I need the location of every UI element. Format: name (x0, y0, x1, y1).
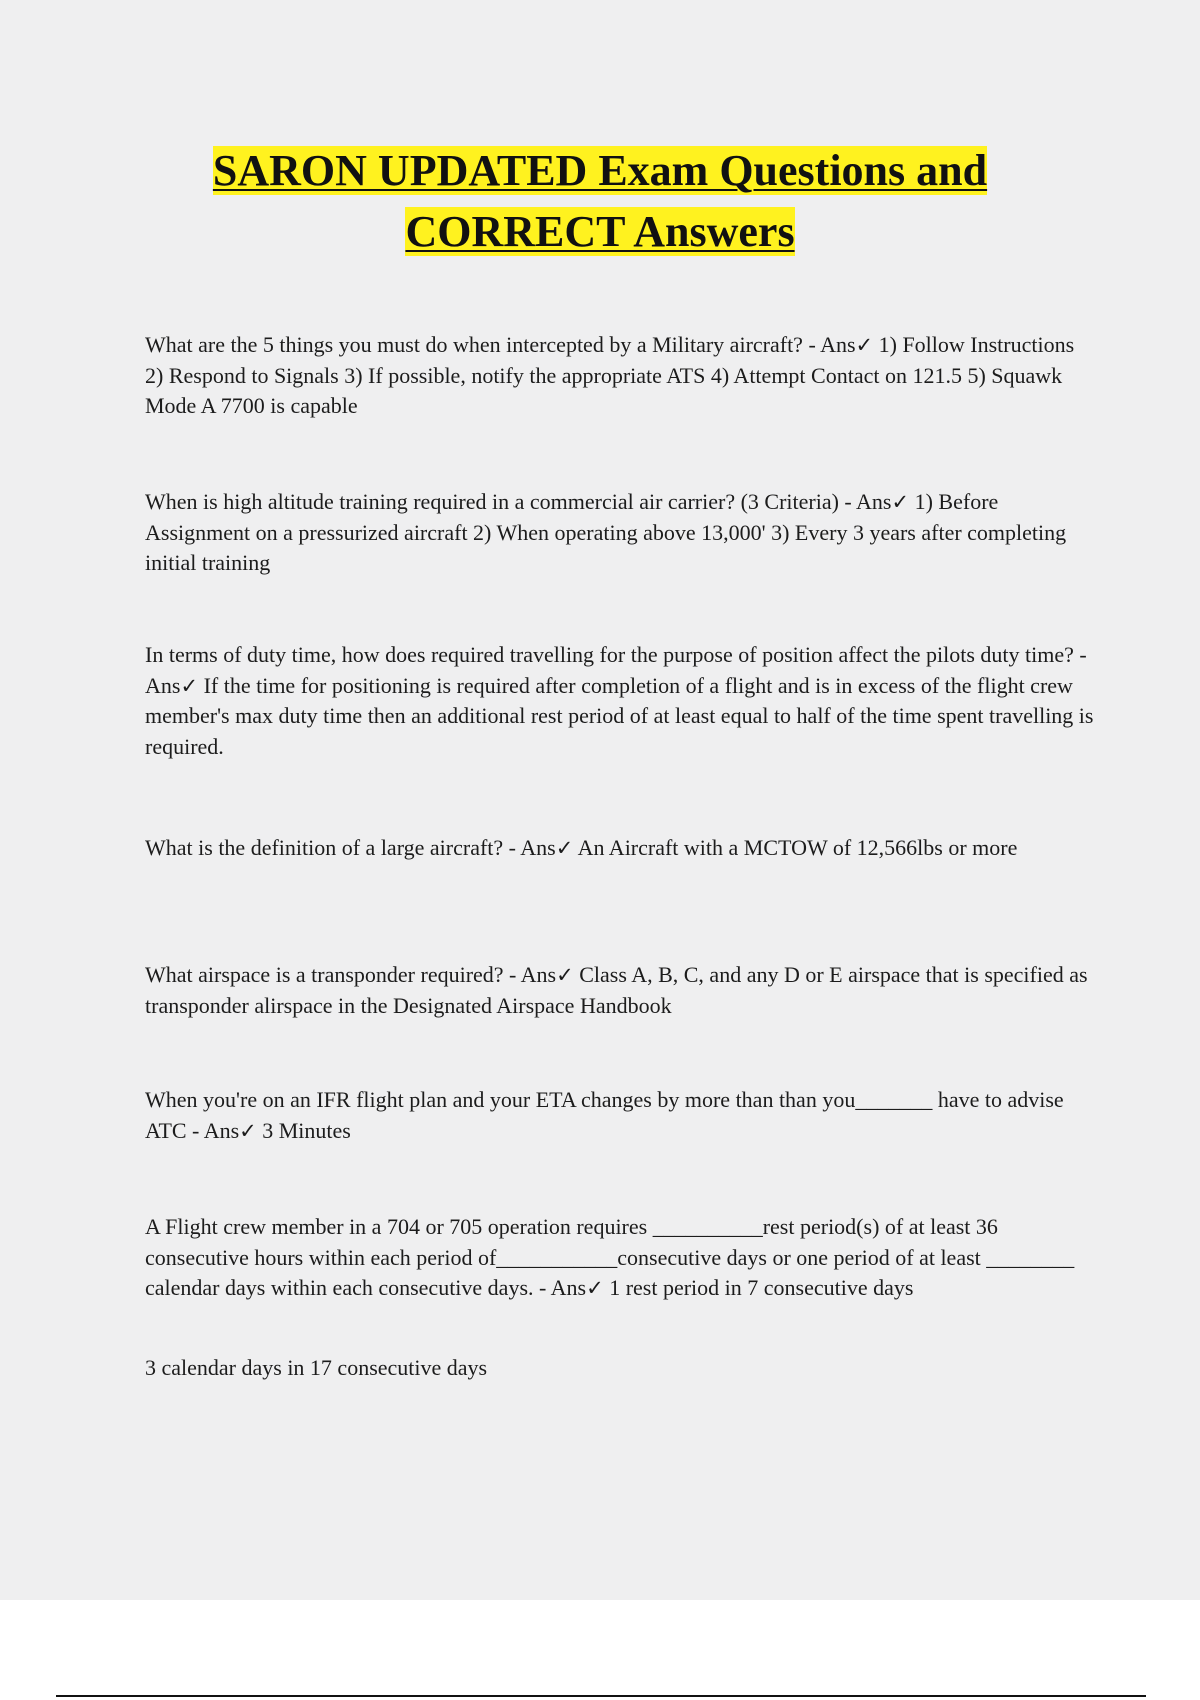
qa-item-1 (145, 330, 1095, 422)
qa-item-7-continuation (145, 1353, 1095, 1384)
question-text: When you're on an IFR flight plan and your ETA changes by more than than you_______ have to advise ATC - (145, 1087, 1064, 1143)
answer-text: An Aircraft with a MCTOW of 12,566lbs or more (573, 835, 1018, 860)
ans-label: Ans (856, 489, 892, 514)
ans-label: Ans (203, 1117, 240, 1143)
question-text: When is high altitude training required in a commercial air carrier? (3 Criteria) - (145, 489, 857, 514)
check-icon: ✓ (556, 963, 574, 987)
title-highlight: SARON UPDATED Exam Questions and CORRECT Answers (212, 146, 988, 256)
answer-text: 1) Follow Instructions 2) Respond to Signals 3) If possible, notify the appropriate ATS 4) Attempt Contact on 121.5 5) Squawk Mode A 7700 is capable (145, 332, 1075, 418)
footer-divider (56, 1695, 1146, 1697)
document-title (100, 140, 1100, 262)
qa-item-2 (145, 487, 1095, 579)
qa-item-3 (145, 640, 1095, 762)
check-icon: ✓ (180, 673, 199, 698)
answer-text: 3 Minutes (256, 1117, 351, 1143)
ans-label: Ans (520, 962, 557, 987)
ans-label: Ans (820, 332, 856, 357)
check-icon: ✓ (855, 333, 874, 357)
ans-label: Ans (550, 1275, 587, 1300)
answer-text: 1 rest period in 7 consecutive days (603, 1275, 914, 1300)
question-text: What airspace is a transponder required? - (145, 962, 521, 987)
answer-text: Class A, B, C, and any D or E airspace that is specified as transponder alirspace in the Designated Airspace Handbook (145, 962, 1088, 1018)
question-text: In terms of duty time, how does required travelling for the purpose of position affect the pilots duty time? - (145, 642, 1087, 667)
qa-item-6 (145, 1085, 1095, 1146)
check-icon: ✓ (891, 490, 910, 514)
qa-item-5 (145, 960, 1095, 1021)
qa-item-7 (145, 1212, 1095, 1304)
check-icon: ✓ (555, 836, 574, 860)
check-icon: ✓ (239, 1118, 257, 1143)
ans-label: Ans (520, 835, 556, 860)
answer-text-extra: 3 calendar days in 17 consecutive days (145, 1355, 488, 1380)
check-icon: ✓ (586, 1276, 604, 1300)
question-text: A Flight crew member in a 704 or 705 operation requires __________rest period(s) of at least 36 consecutive hours within each period of___________consecutive days or one period of at least ________ calendar days within each consecutive days. - (145, 1214, 1075, 1300)
answer-text: If the time for positioning is required after completion of a flight and is in excess of the flight crew member's max duty time then an additional rest period of at least equal to half of the time spent travelling is required. (145, 672, 1094, 759)
question-text: What is the definition of a large aircraft? - (145, 835, 521, 860)
ans-label: Ans (145, 672, 181, 698)
question-text: What are the 5 things you must do when intercepted by a Military aircraft? - (145, 332, 821, 357)
answer-text: 1) Before Assignment on a pressurized aircraft 2) When operating above 13,000' 3) Every 3 years after completing initial training (145, 489, 1067, 575)
qa-item-4 (145, 833, 1095, 864)
